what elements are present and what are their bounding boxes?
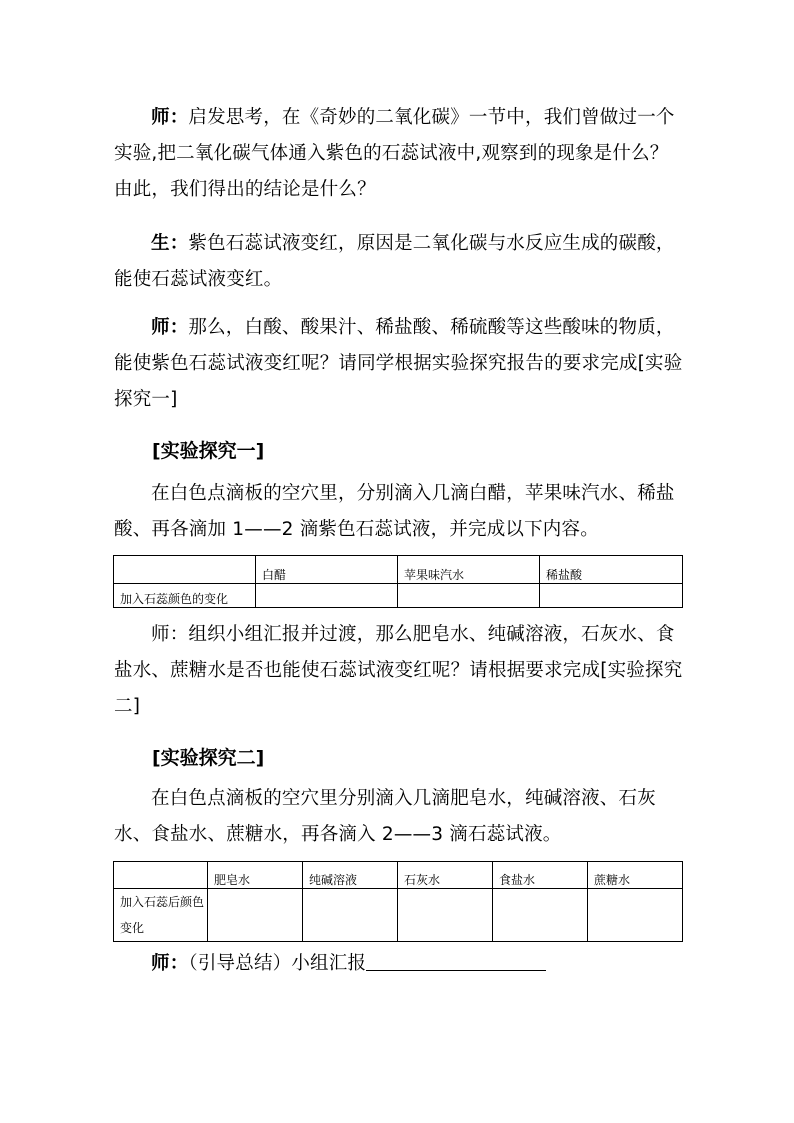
speaker-label: 生： [151,233,189,254]
table-row-label: 加入石蕊后颜色变化 [114,889,208,942]
table-cell-empty [588,889,683,942]
speaker-label: 师： [151,953,189,974]
table-experiment-2 [113,861,683,942]
paragraph-teacher-2 [114,310,684,418]
answer-blank-line[interactable] [366,950,546,971]
table-experiment-1 [113,555,683,608]
table-header-cell: 肥皂水 [208,862,303,889]
speaker-label: 师： [151,107,189,128]
paragraph-experiment-2-instructions: 在白色点滴板的空穴里分别滴入几滴肥皂水，纯碱溶液、石灰水、食盐水、蔗糖水，再各滴入 2——3 滴石蕊试液。 [114,788,656,845]
table-cell-empty [208,889,303,942]
table-header-cell: 石灰水 [398,862,493,889]
table-cell-empty [256,584,398,608]
paragraph-text: （引导总结）小组汇报 [188,953,367,974]
paragraph-teacher-3: 师：组织小组汇报并过渡，那么肥皂水、纯碱溶液，石灰水、食盐水、蔗糖水是否也能使石蕊试液变红呢？请根据要求完成[实验探究二] [114,624,683,717]
paragraph-student-1 [114,226,684,298]
paragraph-experiment-1-instructions: 在白色点滴板的空穴里，分别滴入几滴白醋，苹果味汽水、稀盐酸、再各滴加 1——2 滴紫色石蕊试液，并完成以下内容。 [114,483,675,540]
table-header-cell [114,556,256,584]
paragraph-text: 那么，白酸、酸果汁、稀盐酸、稀硫酸等这些酸味的物质，能使紫色石蕊试液变红呢？请同学根据实验探究报告的要求完成[实验探究一] [114,317,683,410]
table-header-cell [114,862,208,889]
table-row-label: 加入石蕊颜色的变化 [114,584,256,608]
table-row [114,584,683,608]
heading-experiment-2: [实验探究二] [152,747,265,769]
table-row [114,889,683,942]
table-cell-empty [398,889,493,942]
table-header-row [114,556,683,584]
paragraph-teacher-4 [114,946,684,982]
table-header-cell: 纯碱溶液 [303,862,398,889]
paragraph-text: 紫色石蕊试液变红，原因是二氧化碳与水反应生成的碳酸，能使石蕊试液变红。 [114,233,675,290]
paragraph-text: 启发思考，在《奇妙的二氧化碳》一节中，我们曾做过一个实验,把二氧化碳气体通入紫色的石蕊试液中,观察到的现象是什么？由此，我们得出的结论是什么？ [114,107,675,200]
table-header-cell: 白醋 [256,556,398,584]
table-header-cell: 蔗糖水 [588,862,683,889]
paragraph-teacher-1 [114,100,684,208]
table-cell-empty [303,889,398,942]
table-header-row [114,862,683,889]
speaker-label: 师： [151,317,189,338]
table-cell-empty [540,584,683,608]
table-cell-empty [398,584,540,608]
table-header-cell: 稀盐酸 [540,556,683,584]
table-header-cell: 苹果味汽水 [398,556,540,584]
heading-experiment-1: [实验探究一] [152,440,265,462]
table-cell-empty [493,889,588,942]
table-header-cell: 食盐水 [493,862,588,889]
